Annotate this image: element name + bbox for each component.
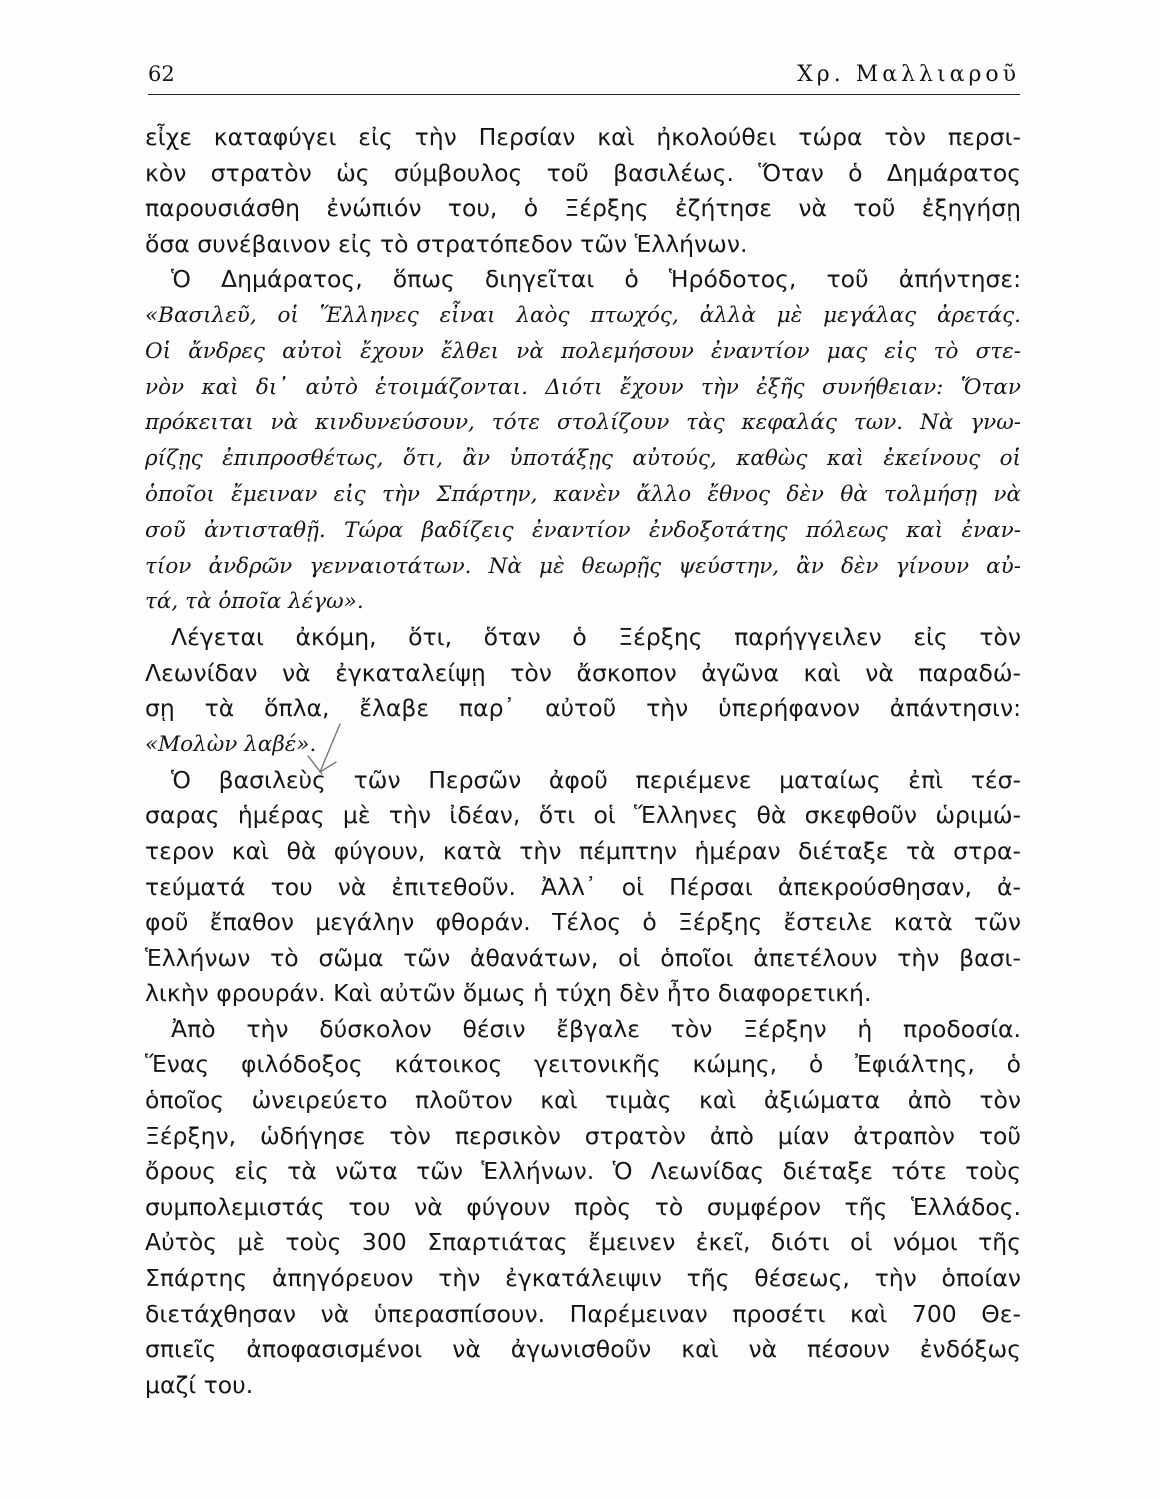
text-line: λικὴν φρουράν. Καὶ αὐτῶν ὅμως ἡ τύχη δὲν ἦτο διαφορετική. [145,979,872,1008]
body-text [145,120,1021,1403]
text-line: ὁποῖος ὠνειρεύετο πλοῦτον καὶ τιμὰς καὶ ἀξιώματα ἀπὸ τὸν [145,1086,1021,1115]
text-line: Αὐτὸς μὲ τοὺς 300 Σπαρτιάτας ἔμεινεν ἐκεῖ, διότι οἱ νόμοι τῆς [145,1228,1021,1257]
quote-line: «Μολὼν λαβέ». [145,731,317,757]
text-line: Λεωνίδαν νὰ ἐγκαταλείψῃ τὸν ἄσκοπον ἀγῶνα καὶ νὰ παραδώ- [145,658,1021,687]
text-line: παρουσιάσθη ἐνώπιόν του, ὁ Ξέρξης ἐζήτησε νὰ τοῦ ἐξηγήσῃ [145,194,1021,223]
text-line: Ὁ Δημάρατος, ὅπως διηγεῖται ὁ Ἡρόδοτος, τοῦ ἀπήντησε: [171,265,1021,294]
text-line: σαρας ἡμέρας μὲ τὴν ἰδέαν, ὅτι οἱ Ἕλληνες θὰ σκεφθοῦν ὡριμώ- [145,801,1021,830]
text-line: τερον καὶ θὰ φύγουν, κατὰ τὴν πέμπτην ἡμέραν διέταξε τὰ στρα- [145,836,1021,865]
text-line: τεύματά του νὰ ἐπιτεθοῦν. Ἀλλ᾽ οἱ Πέρσαι ἀπεκρούσθησαν, ἀ- [145,872,1021,901]
running-head-author: Χρ. Μαλλιαροῦ [797,62,1020,87]
quote-line: πρόκειται νὰ κινδυνεύσουν, τότε στολίζουν τὰς κεφαλάς των. Νὰ γνω- [145,410,1021,436]
page-number: 62 [148,62,175,86]
text-line: Ἀπὸ τὴν δύσκολον θέσιν ἔβγαλε τὸν Ξέρξην ἡ προδοσία. [171,1014,1021,1043]
quote-line: νὸν καὶ δι᾽ αὐτὸ ἑτοιμάζονται. Διότι ἔχουν τὴν ἐξῆς συνήθειαν: Ὅταν [145,374,1021,400]
text-line: φοῦ ἔπαθον μεγάλην φθοράν. Τέλος ὁ Ξέρξης ἔστειλε κατὰ τῶν [145,908,1021,937]
text-line: Σπάρτης ἀπηγόρευον τὴν ἐγκατάλειψιν τῆς θέσεως, τὴν ὁποίαν [145,1264,1021,1293]
running-head [148,58,1020,95]
text-line: κὸν στρατὸν ὡς σύμβουλος τοῦ βασιλέως. Ὅταν ὁ Δημάρατος [145,158,1021,187]
quote-line: τίον ἀνδρῶν γενναιοτάτων. Νὰ μὲ θεωρῇς ψεύστην, ἂν δὲν γίνουν αὐ- [145,553,1021,579]
quote-line: ὁποῖοι ἔμειναν εἰς τὴν Σπάρτην, κανὲν ἄλλο ἔθνος δὲν θὰ τολμήσῃ νὰ [145,481,1021,507]
text-line: συμπολεμιστάς του νὰ φύγουν πρὸς τὸ συμφέρον τῆς Ἑλλάδος. [145,1192,1021,1221]
quote-line: σοῦ ἀντισταθῇ. Τώρα βαδίζεις ἐναντίον ἐνδοξοτάτης πόλεως καὶ ἐναν- [145,517,1021,543]
quote-line: Οἱ ἄνδρες αὐτοὶ ἔχουν ἔλθει νὰ πολεμήσουν ἐναντίον μας εἰς τὸ στε- [145,338,1021,364]
text-line: Λέγεται ἀκόμη, ὅτι, ὅταν ὁ Ξέρξης παρήγγειλεν εἰς τὸν [171,623,1021,652]
text-line: σῃ τὰ ὅπλα, ἔλαβε παρ᾽ αὐτοῦ τὴν ὑπερήφανον ἀπάντησιν: [145,694,1021,723]
quote-line: «Βασιλεῦ, οἱ Ἕλληνες εἶναι λαὸς πτωχός, ἀλλὰ μὲ μεγάλας ἀρετάς. [145,302,1021,328]
text-line: ὅσα συνέβαινον εἰς τὸ στρατόπεδον τῶν Ἑλλήνων. [145,229,748,258]
text-line: Ὁ βασιλεὺς τῶν Περσῶν ἀφοῦ περιέμενε ματαίως ἐπὶ τέσ- [171,765,1021,794]
text-line: Ξέρξην, ὡδήγησε τὸν περσικὸν στρατὸν ἀπὸ μίαν ἀτραπὸν τοῦ [145,1121,1021,1150]
quote-line: ρίζῃς ἐπιπροσθέτως, ὅτι, ἂν ὑποτάξῃς αὐτούς, καθὼς καὶ ἐκείνους οἱ [145,446,1021,472]
text-line: Ἑλλήνων τὸ σῶμα τῶν ἀθανάτων, οἱ ὁποῖοι ἀπετέλουν τὴν βασι- [145,943,1021,972]
text-line: Ἕνας φιλόδοξος κάτοικος γειτονικῆς κώμης, ὁ Ἐφιάλτης, ὁ [145,1050,1021,1079]
text-line: διετάχθησαν νὰ ὑπερασπίσουν. Παρέμειναν προσέτι καὶ 700 Θε- [145,1299,1021,1328]
text-line: μαζί του. [145,1370,254,1399]
pencil-check-mark [300,716,370,776]
quote-line: τά, τὰ ὁποῖα λέγω». [145,589,364,615]
text-line: σπιεῖς ἀποφασισμένοι νὰ ἀγωνισθοῦν καὶ νὰ πέσουν ἐνδόξως [145,1335,1021,1364]
text-line: ὄρους εἰς τὰ νῶτα τῶν Ἑλλήνων. Ὁ Λεωνίδας διέταξε τότε τοὺς [145,1157,1021,1186]
text-line: εἶχε καταφύγει εἰς τὴν Περσίαν καὶ ἠκολούθει τώρα τὸν περσι- [145,123,1021,151]
